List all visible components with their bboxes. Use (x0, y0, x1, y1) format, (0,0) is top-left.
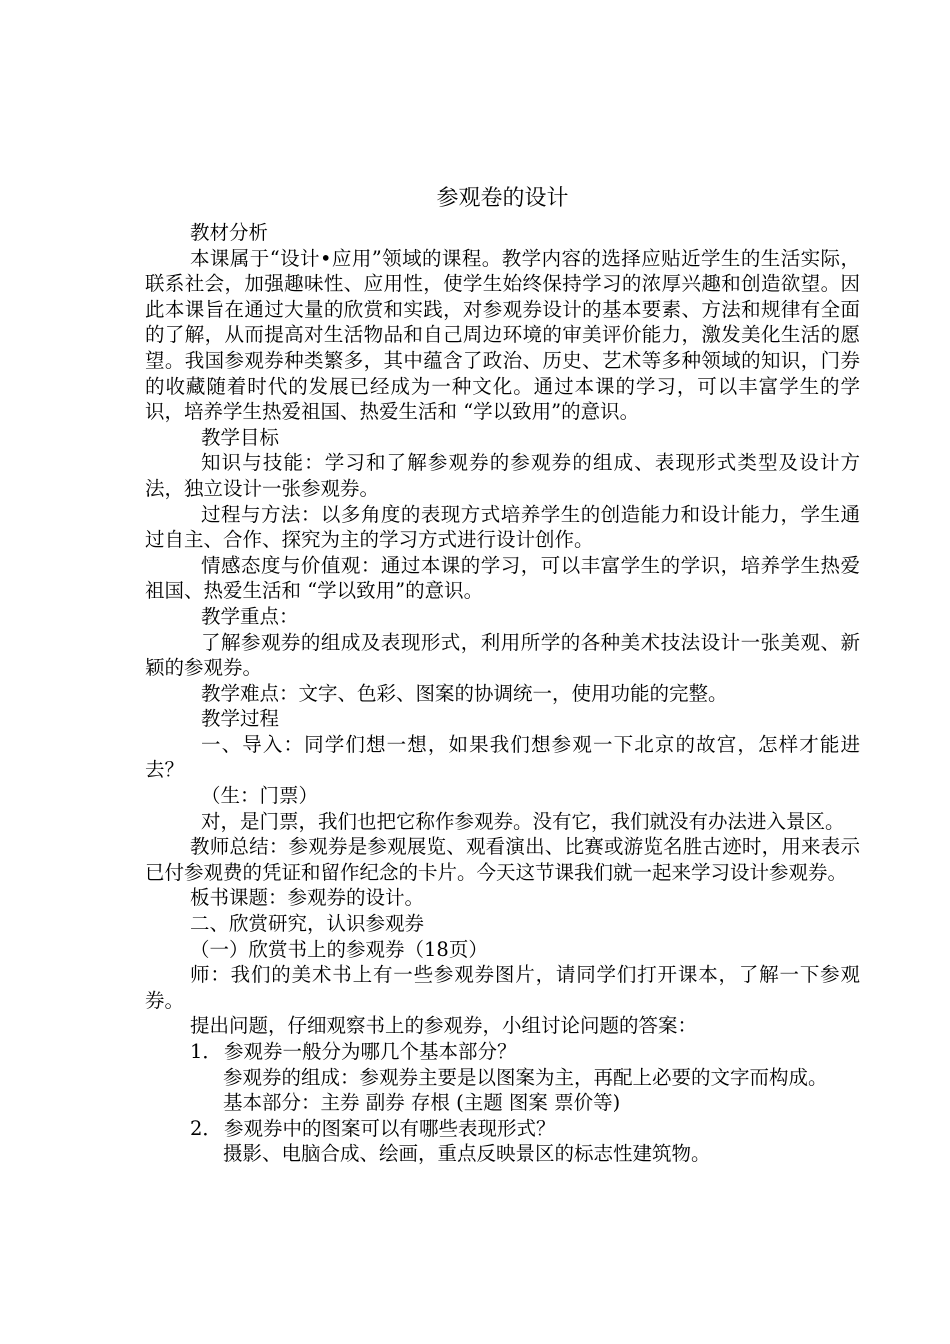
list-item (145, 1039, 860, 1065)
heading-teaching-process: 教学过程 (201, 707, 280, 731)
heading-appreciate-book-tickets: （一）欣赏书上的参观券（18页） (190, 937, 488, 961)
paragraph-introduction: 一、导入：同学们想一想，如果我们想参观一下北京的故宫，怎样才能进去？ (145, 732, 860, 782)
paragraph-basic-parts: 基本部分：主券 副券 存根 (主题 图案 票价等) (223, 1091, 621, 1115)
document-page (145, 182, 860, 1167)
heading-material-analysis: 教材分析 (190, 221, 269, 244)
paragraph-ticket-explanation: 对，是门票，我们也把它称作参观券。没有它，我们就没有办法进入景区。 (201, 809, 845, 833)
paragraph-teacher-instruction: 师：我们的美术书上有一些参观券图片，请同学们打开课本，了解一下参观券。 (145, 963, 860, 1012)
paragraph-emotion-values: 情感态度与价值观：通过本课的学习，可以丰富学生的学识，培养学生热爱祖国、热爱生活和 “学以致用”的意识。 (145, 553, 860, 603)
list-item-number: 1． (190, 1040, 222, 1063)
paragraph-material-analysis: 本课属于“设计•应用”领域的课程。教学内容的选择应贴近学生的生活实际，联系社会，加强趣味性、应用性，使学生始终保持学习的浓厚兴趣和创造欲望。因此本课旨在通过大量的欣赏和实践，对参观券设计的基本要素、方法和规律有全面的了解，从而提高对生活物品和自己周边环境的审美评价能力，激发美化生活的愿望。我国参观券种类繁多，其中蕴含了政治、历史、艺术等多种领域的知识，门券的收藏随着时代的发展已经成为一种文化。通过本课的学习，可以丰富学生的学识，培养学生热爱祖国、热爱生活和 “学以致用”的意识。 (145, 246, 860, 424)
paragraph-teaching-difficulty: 教学难点：文字、色彩、图案的协调统一，使用功能的完整。 (201, 681, 728, 705)
paragraph-knowledge-skills: 知识与技能：学习和了解参观券的参观券的组成、表现形式类型及设计方法，独立设计一张参观券。 (145, 451, 860, 500)
list-item-text: 参观券中的图案可以有哪些表现形式？ (224, 1116, 556, 1140)
list-item-number: 2． (190, 1116, 222, 1140)
paragraph-process-methods: 过程与方法：以多角度的表现方式培养学生的创造能力和设计能力，学生通过自主、合作、探究为主的学习方式进行设计创作。 (145, 502, 860, 552)
paragraph-pattern-forms: 摄影、电脑合成、绘画，重点反映景区的标志性建筑物。 (223, 1142, 711, 1166)
paragraph-board-title: 板书课题：参观券的设计。 (190, 886, 425, 910)
list-item-text: 参观券一般分为哪几个基本部分？ (224, 1040, 517, 1063)
paragraph-ticket-composition: 参观券的组成：参观券主要是以图案为主，再配上必要的文字而构成。 (223, 1065, 828, 1089)
heading-teaching-goals: 教学目标 (201, 425, 280, 449)
paragraph-raise-questions: 提出问题，仔细观察书上的参观券，小组讨论问题的答案： (190, 1014, 698, 1038)
document-title: 参观卷的设计 (436, 186, 569, 211)
paragraph-teacher-summary: 教师总结：参观券是参观展览、观看演出、比赛或游览名胜古迹时，用来表示已付参观费的凭证和留作纪念的卡片。今天这节课我们就一起来学习设计参观券。 (145, 835, 860, 884)
paragraph-student-answer: （生：门票） (201, 784, 319, 808)
list-item (145, 1116, 860, 1142)
heading-teaching-focus: 教学重点： (201, 604, 299, 628)
paragraph-teaching-focus: 了解参观券的组成及表现形式，利用所学的各种美术技法设计一张美观、新颖的参观券。 (145, 630, 860, 680)
heading-appreciation-research: 二、欣赏研究，认识参观券 (190, 912, 425, 936)
